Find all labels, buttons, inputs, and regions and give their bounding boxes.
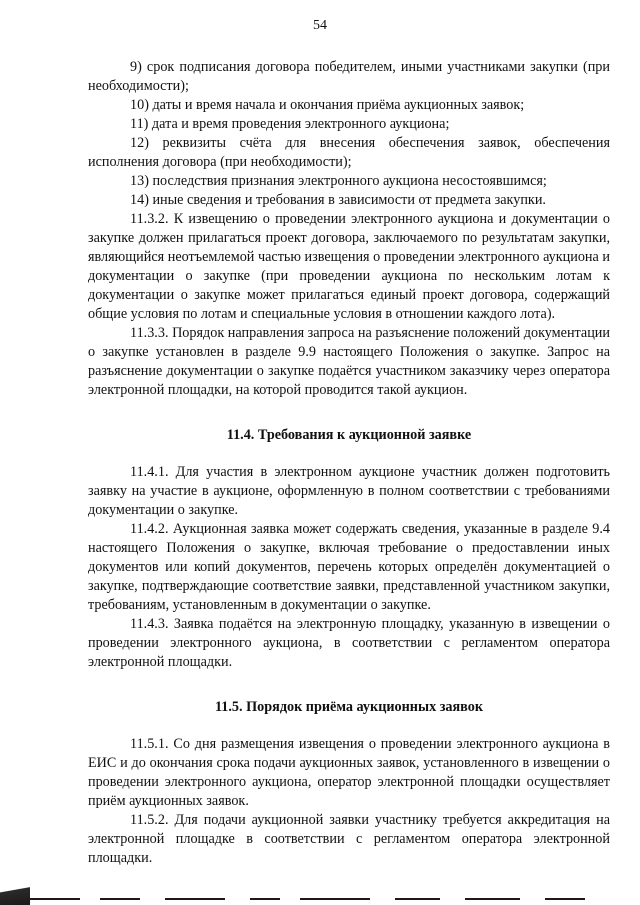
page-number: 54 [313, 18, 327, 33]
paragraph: 9) срок подписания договора победителем, иными участниками закупки (при необходимости); [88, 59, 610, 94]
paragraph: 12) реквизиты счёта для внесения обеспечения заявок, обеспечения исполнения договора (при необходимости); [88, 135, 610, 170]
paragraph: 13) последствия признания электронного аукциона несостоявшимся; [130, 173, 547, 189]
body-text [88, 58, 610, 868]
section-spacer [88, 672, 610, 698]
paragraph: 11) дата и время проведения электронного аукциона; [130, 116, 450, 132]
section-spacer [88, 400, 610, 426]
paragraph: 11.3.3. Порядок направления запроса на разъяснение положений документации о закупке установлен в разделе 9.9 настоящего Положения о закупке. Запрос на разъяснение документации о закупке подаётся участником заказчику через оператора электронной площадки, на которой проводится такой аукцион. [88, 325, 610, 398]
paragraph: 11.5.2. Для подачи аукционной заявки участнику требуется аккредитация на электронной площадке в соответствии с регламентом оператора электронной площадки. [88, 812, 610, 866]
paragraph: 10) даты и время начала и окончания приёма аукционных заявок; [130, 97, 525, 113]
paragraph: 14) иные сведения и требования в зависимости от предмета закупки. [130, 192, 546, 208]
paragraph: 11.5.1. Со дня размещения извещения о проведении электронного аукциона в ЕИС и до окончания срока подачи аукционных заявок, установленного в извещении о проведении электронного аукциона, оператор электронной площадки осуществляет приём аукционных заявок. [88, 736, 610, 809]
section-spacer [88, 445, 610, 463]
paragraph: 11.3.2. К извещению о проведении электронного аукциона и документации о закупке должен прилагаться проект договора, заключаемого по результатам закупки, являющийся неотъемлемой частью извещения о проведении электронного аукциона и документации о закупке (при проведении аукциона по нескольким лотам к документации о закупке может прилагаться единый проект договора, содержащий общие условия по лотам и специальные условия в отношении каждого лота). [88, 211, 610, 322]
paragraph: 11.4.3. Заявка подаётся на электронную площадку, указанную в извещении о проведении электронного аукциона, в соответствии с регламентом оператора электронной площадки. [88, 616, 610, 670]
scan-edge-artifact [0, 896, 640, 905]
paragraph: 11.4.1. Для участия в электронном аукционе участник должен подготовить заявку на участие в аукционе, оформленную в полном соответствии с требованиями документации о закупке. [88, 464, 610, 518]
section-heading-11-5: 11.5. Порядок приёма аукционных заявок [214, 699, 484, 715]
paragraph: 11.4.2. Аукционная заявка может содержать сведения, указанные в разделе 9.4 настоящего Положения о закупке, включая требование о предоставлении иных документов или копий документов, перечень которых определён документацией о закупке, подтверждающие соответствие заявки, представленной участником закупки, требованиям, установленным в документации о закупке. [88, 521, 610, 613]
section-spacer [88, 717, 610, 735]
section-heading-11-4: 11.4. Требования к аукционной заявке [226, 427, 472, 443]
